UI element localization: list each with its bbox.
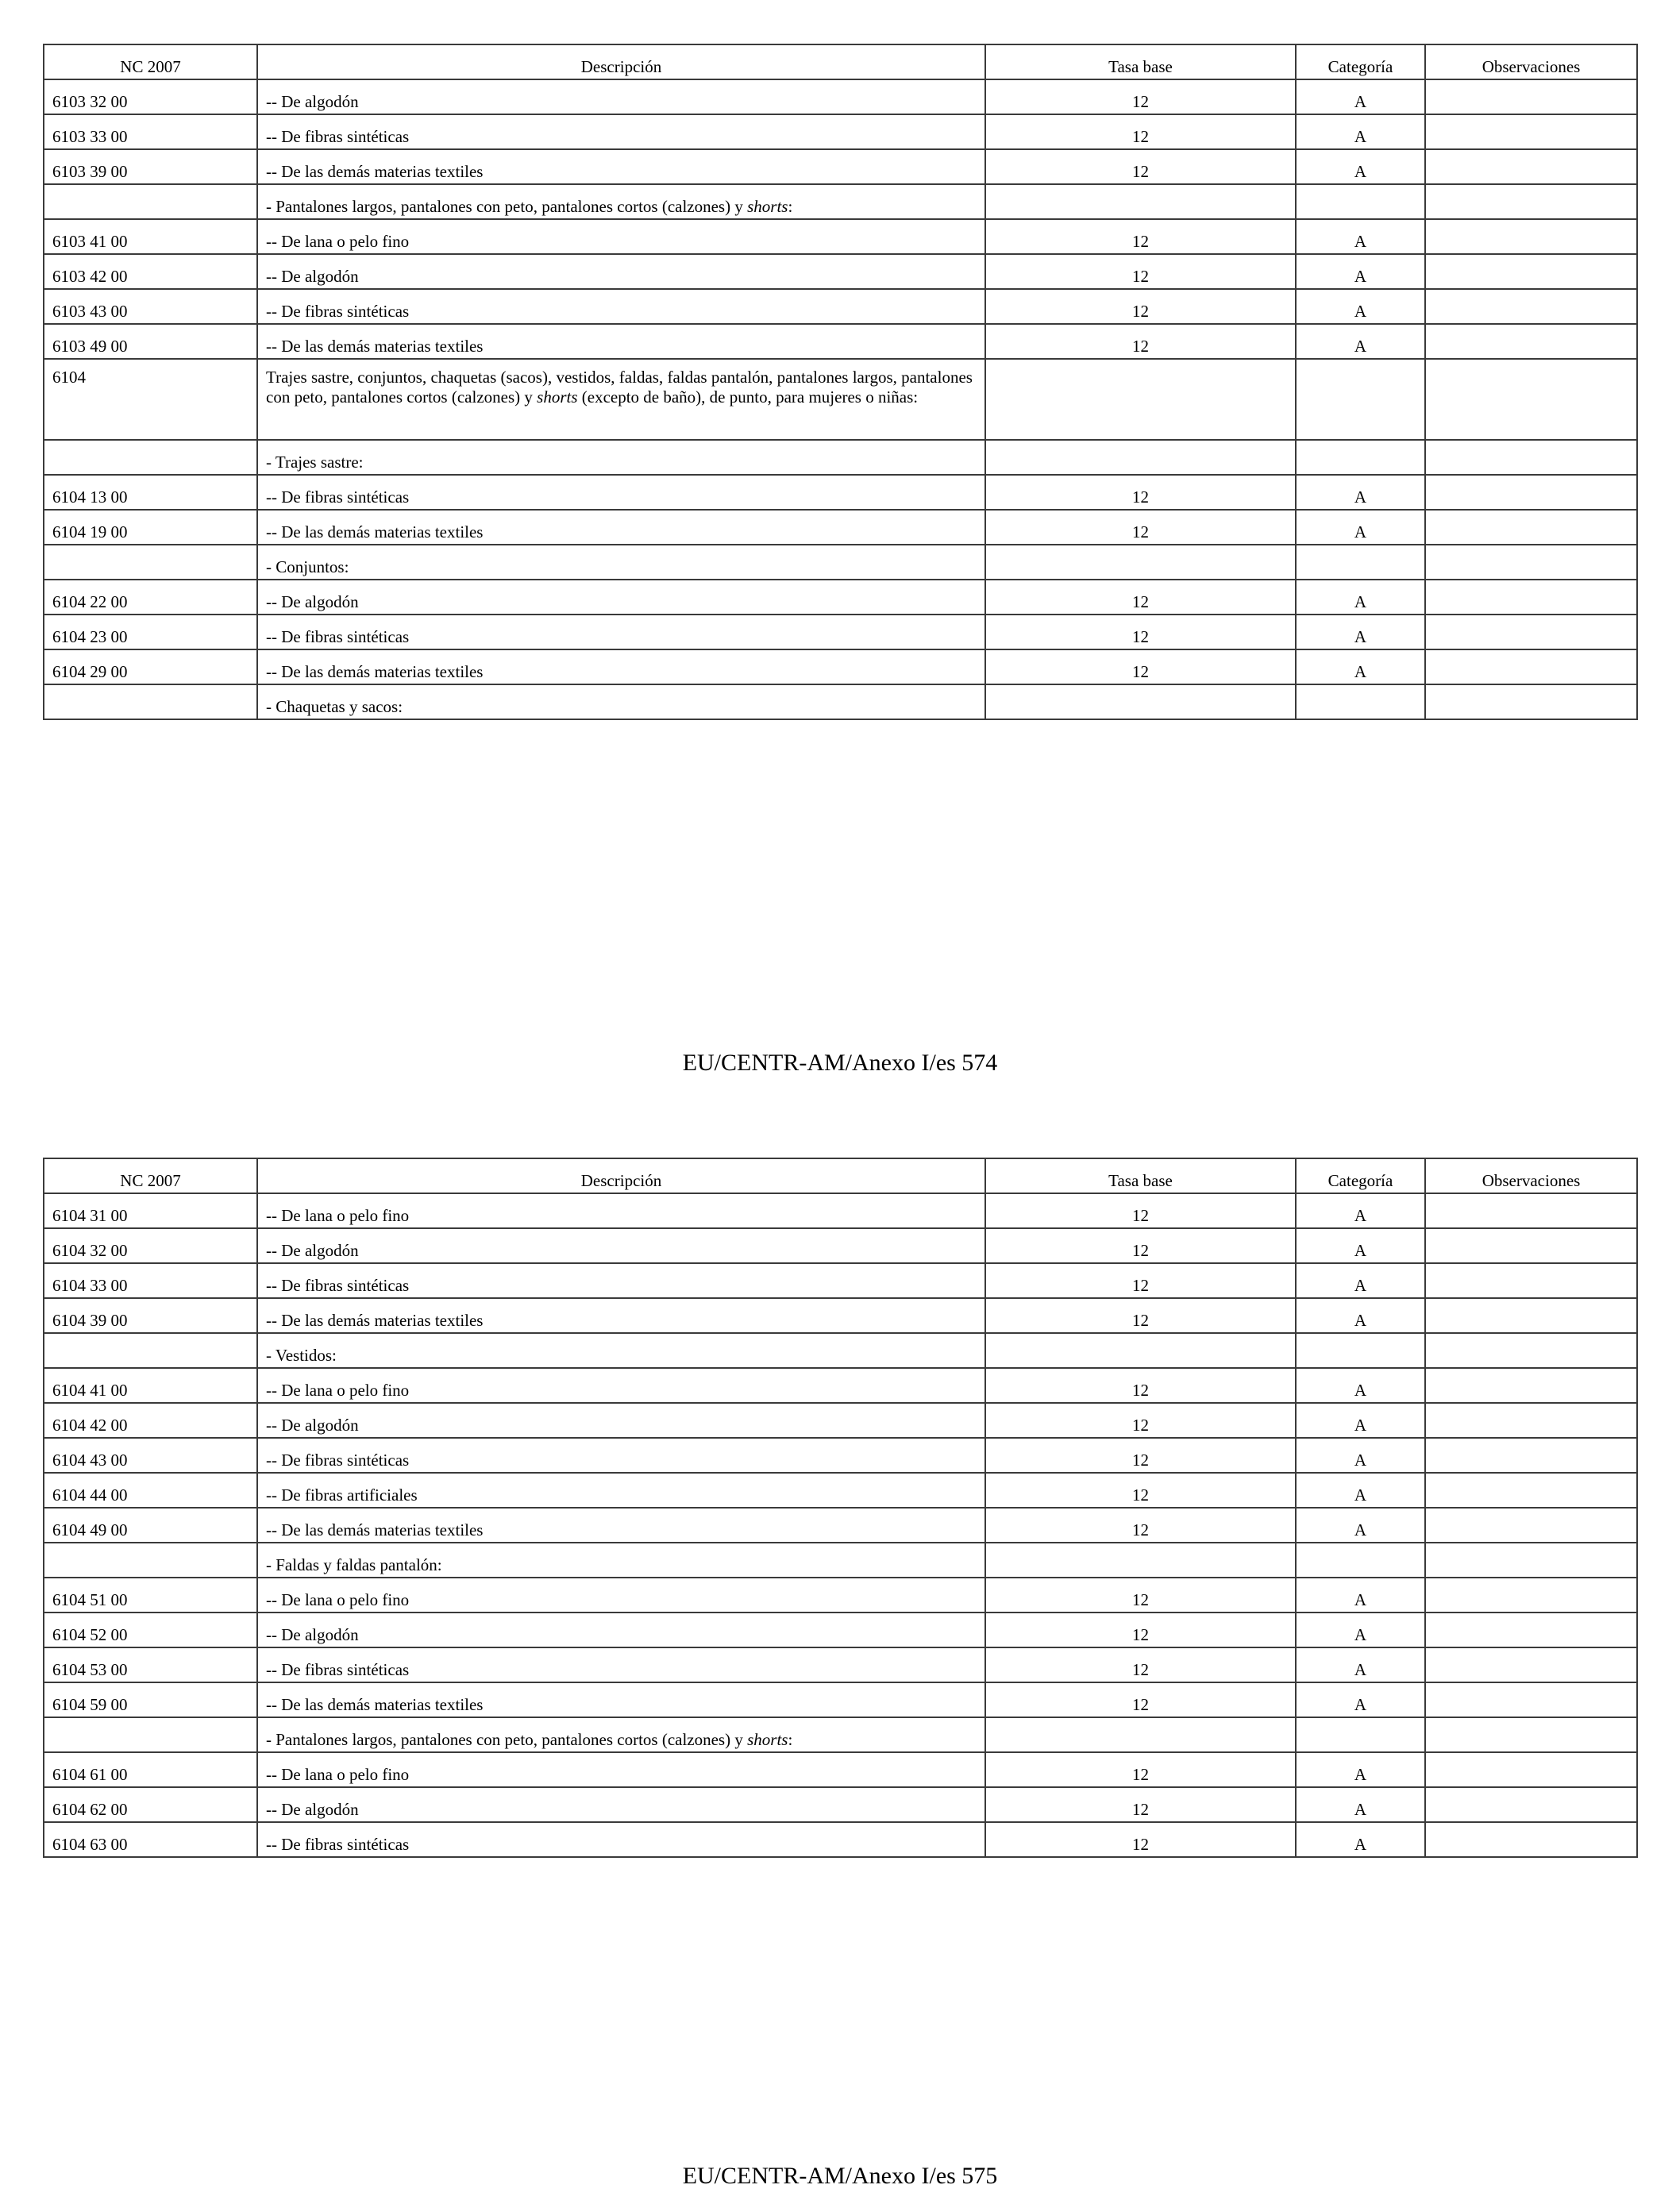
cell-observations xyxy=(1425,184,1637,219)
cell-description: -- De algodón xyxy=(257,580,985,615)
cell-rate: 12 xyxy=(985,1682,1296,1717)
header-description: Descripción xyxy=(257,1158,985,1193)
header-observations: Observaciones xyxy=(1425,1158,1637,1193)
cell-rate: 12 xyxy=(985,615,1296,649)
cell-code: 6103 42 00 xyxy=(44,254,257,289)
cell-observations xyxy=(1425,1647,1637,1682)
cell-code: 6104 22 00 xyxy=(44,580,257,615)
cell-category: A xyxy=(1296,1647,1425,1682)
cell-code: 6104 32 00 xyxy=(44,1228,257,1263)
tariff-table-page-574 xyxy=(43,44,1638,720)
cell-category: A xyxy=(1296,1682,1425,1717)
description-italic-term: shorts xyxy=(747,197,788,217)
cell-description: -- De fibras sintéticas xyxy=(257,1263,985,1298)
page-footer-575: EU/CENTR-AM/Anexo I/es 575 xyxy=(682,2163,998,2189)
table-row xyxy=(44,1193,1637,1228)
cell-description: -- De las demás materias textiles xyxy=(257,149,985,184)
table-row xyxy=(44,324,1637,359)
table-row xyxy=(44,1717,1637,1752)
table-row xyxy=(44,649,1637,684)
cell-category: A xyxy=(1296,149,1425,184)
cell-code: 6104 31 00 xyxy=(44,1193,257,1228)
cell-code: 6103 33 00 xyxy=(44,114,257,149)
cell-description: -- De fibras sintéticas xyxy=(257,289,985,324)
cell-category xyxy=(1296,1717,1425,1752)
cell-code xyxy=(44,184,257,219)
cell-rate: 12 xyxy=(985,475,1296,510)
cell-rate: 12 xyxy=(985,1473,1296,1508)
cell-category: A xyxy=(1296,1228,1425,1263)
cell-observations xyxy=(1425,1578,1637,1613)
table-row xyxy=(44,1473,1637,1508)
table-row xyxy=(44,184,1637,219)
header-rate: Tasa base xyxy=(985,44,1296,79)
cell-rate: 12 xyxy=(985,1403,1296,1438)
cell-observations xyxy=(1425,324,1637,359)
cell-description: -- De las demás materias textiles xyxy=(257,649,985,684)
cell-category: A xyxy=(1296,1403,1425,1438)
cell-category: A xyxy=(1296,510,1425,545)
cell-description: -- De lana o pelo fino xyxy=(257,1752,985,1787)
cell-rate: 12 xyxy=(985,1508,1296,1543)
cell-description: -- De lana o pelo fino xyxy=(257,1193,985,1228)
cell-code: 6104 53 00 xyxy=(44,1647,257,1682)
cell-category: A xyxy=(1296,1368,1425,1403)
cell-observations xyxy=(1425,1787,1637,1822)
page-footer-574: EU/CENTR-AM/Anexo I/es 574 xyxy=(682,1050,998,1076)
cell-observations xyxy=(1425,1682,1637,1717)
cell-observations xyxy=(1425,649,1637,684)
cell-code: 6104 xyxy=(44,359,257,440)
cell-category: A xyxy=(1296,289,1425,324)
cell-rate xyxy=(985,545,1296,580)
cell-category: A xyxy=(1296,475,1425,510)
cell-description: -- De fibras sintéticas xyxy=(257,615,985,649)
cell-observations xyxy=(1425,1228,1637,1263)
cell-description: -- De las demás materias textiles xyxy=(257,1682,985,1717)
cell-rate: 12 xyxy=(985,1228,1296,1263)
cell-observations xyxy=(1425,149,1637,184)
cell-category: A xyxy=(1296,1298,1425,1333)
table-row xyxy=(44,1263,1637,1298)
cell-observations xyxy=(1425,1263,1637,1298)
table-header-row xyxy=(44,1158,1637,1193)
cell-observations xyxy=(1425,1368,1637,1403)
cell-rate xyxy=(985,1543,1296,1578)
cell-category xyxy=(1296,545,1425,580)
cell-description: -- De las demás materias textiles xyxy=(257,1298,985,1333)
cell-rate xyxy=(985,184,1296,219)
cell-code: 6103 41 00 xyxy=(44,219,257,254)
description-text: - Pantalones largos, pantalones con peto, pantalones cortos (calzones) y xyxy=(266,197,748,217)
header-code: NC 2007 xyxy=(44,1158,257,1193)
cell-observations xyxy=(1425,580,1637,615)
tariff-table-page-575 xyxy=(43,1158,1638,1858)
cell-rate: 12 xyxy=(985,219,1296,254)
cell-code xyxy=(44,545,257,580)
cell-category: A xyxy=(1296,1473,1425,1508)
table-row xyxy=(44,1403,1637,1438)
cell-code: 6104 44 00 xyxy=(44,1473,257,1508)
cell-category: A xyxy=(1296,1752,1425,1787)
cell-observations xyxy=(1425,1298,1637,1333)
cell-description: -- De lana o pelo fino xyxy=(257,219,985,254)
cell-description: -- De algodón xyxy=(257,1403,985,1438)
cell-rate xyxy=(985,684,1296,719)
cell-code: 6104 59 00 xyxy=(44,1682,257,1717)
cell-description: - Trajes sastre: xyxy=(257,440,985,475)
cell-code xyxy=(44,1717,257,1752)
cell-rate: 12 xyxy=(985,324,1296,359)
table-row xyxy=(44,1368,1637,1403)
cell-code xyxy=(44,684,257,719)
table-row xyxy=(44,1508,1637,1543)
table-row xyxy=(44,475,1637,510)
cell-observations xyxy=(1425,615,1637,649)
table-row xyxy=(44,1682,1637,1717)
cell-code: 6104 41 00 xyxy=(44,1368,257,1403)
cell-observations xyxy=(1425,219,1637,254)
table-row xyxy=(44,1822,1637,1857)
cell-description: -- De fibras sintéticas xyxy=(257,475,985,510)
table-row xyxy=(44,359,1637,440)
cell-rate: 12 xyxy=(985,1578,1296,1613)
cell-rate: 12 xyxy=(985,580,1296,615)
cell-code: 6104 19 00 xyxy=(44,510,257,545)
cell-category: A xyxy=(1296,1263,1425,1298)
cell-rate: 12 xyxy=(985,1752,1296,1787)
table-header-row xyxy=(44,44,1637,79)
table-row xyxy=(44,1752,1637,1787)
cell-rate xyxy=(985,1717,1296,1752)
cell-category: A xyxy=(1296,324,1425,359)
cell-code: 6104 51 00 xyxy=(44,1578,257,1613)
table-row xyxy=(44,1787,1637,1822)
table-row xyxy=(44,1333,1637,1368)
cell-observations xyxy=(1425,114,1637,149)
table-row xyxy=(44,1438,1637,1473)
cell-observations xyxy=(1425,1473,1637,1508)
cell-rate: 12 xyxy=(985,149,1296,184)
table-row xyxy=(44,1228,1637,1263)
table-row xyxy=(44,580,1637,615)
cell-observations xyxy=(1425,1193,1637,1228)
cell-code: 6104 43 00 xyxy=(44,1438,257,1473)
cell-code: 6104 63 00 xyxy=(44,1822,257,1857)
description-text-end: (excepto de baño), de punto, para mujeres o niñas: xyxy=(577,387,919,407)
cell-rate: 12 xyxy=(985,114,1296,149)
cell-observations xyxy=(1425,79,1637,114)
table-row xyxy=(44,684,1637,719)
description-text-end: : xyxy=(788,197,793,217)
cell-description: -- De algodón xyxy=(257,79,985,114)
cell-description: - Vestidos: xyxy=(257,1333,985,1368)
cell-code: 6103 32 00 xyxy=(44,79,257,114)
cell-code: 6104 29 00 xyxy=(44,649,257,684)
cell-category xyxy=(1296,1333,1425,1368)
cell-code xyxy=(44,1543,257,1578)
table-row xyxy=(44,219,1637,254)
cell-category: A xyxy=(1296,1438,1425,1473)
cell-observations xyxy=(1425,289,1637,324)
cell-description: -- De algodón xyxy=(257,254,985,289)
cell-category xyxy=(1296,1543,1425,1578)
cell-code xyxy=(44,440,257,475)
cell-category xyxy=(1296,359,1425,440)
cell-rate: 12 xyxy=(985,289,1296,324)
table-row xyxy=(44,1578,1637,1613)
cell-observations xyxy=(1425,475,1637,510)
description-text-end: : xyxy=(788,1730,793,1750)
cell-description: -- De lana o pelo fino xyxy=(257,1578,985,1613)
cell-description: -- De lana o pelo fino xyxy=(257,1368,985,1403)
cell-code: 6104 52 00 xyxy=(44,1613,257,1647)
table-row xyxy=(44,1298,1637,1333)
cell-description: -- De fibras sintéticas xyxy=(257,114,985,149)
cell-code: 6104 49 00 xyxy=(44,1508,257,1543)
cell-description: -- De las demás materias textiles xyxy=(257,1508,985,1543)
header-description: Descripción xyxy=(257,44,985,79)
cell-category: A xyxy=(1296,615,1425,649)
cell-rate: 12 xyxy=(985,1787,1296,1822)
cell-description: -- De fibras artificiales xyxy=(257,1473,985,1508)
cell-description xyxy=(257,359,985,440)
cell-category: A xyxy=(1296,1508,1425,1543)
cell-code: 6103 49 00 xyxy=(44,324,257,359)
cell-category: A xyxy=(1296,79,1425,114)
cell-observations xyxy=(1425,359,1637,440)
cell-code: 6104 42 00 xyxy=(44,1403,257,1438)
cell-category: A xyxy=(1296,254,1425,289)
cell-rate: 12 xyxy=(985,1822,1296,1857)
description-italic-term: shorts xyxy=(537,387,578,407)
cell-rate xyxy=(985,440,1296,475)
cell-description xyxy=(257,1717,985,1752)
header-rate: Tasa base xyxy=(985,1158,1296,1193)
cell-code: 6104 39 00 xyxy=(44,1298,257,1333)
table-row xyxy=(44,79,1637,114)
cell-rate: 12 xyxy=(985,254,1296,289)
cell-category: A xyxy=(1296,1787,1425,1822)
cell-code: 6104 62 00 xyxy=(44,1787,257,1822)
cell-rate: 12 xyxy=(985,1263,1296,1298)
header-category: Categoría xyxy=(1296,44,1425,79)
table-row xyxy=(44,254,1637,289)
cell-observations xyxy=(1425,1613,1637,1647)
cell-category: A xyxy=(1296,580,1425,615)
cell-category: A xyxy=(1296,1822,1425,1857)
header-observations: Observaciones xyxy=(1425,44,1637,79)
cell-description: -- De algodón xyxy=(257,1613,985,1647)
table-row xyxy=(44,289,1637,324)
cell-observations xyxy=(1425,1403,1637,1438)
table-row xyxy=(44,440,1637,475)
table-row xyxy=(44,615,1637,649)
description-italic-term: shorts xyxy=(747,1730,788,1750)
cell-observations xyxy=(1425,440,1637,475)
cell-rate: 12 xyxy=(985,1193,1296,1228)
cell-category xyxy=(1296,184,1425,219)
cell-category: A xyxy=(1296,1193,1425,1228)
cell-observations xyxy=(1425,1333,1637,1368)
cell-description: -- De las demás materias textiles xyxy=(257,510,985,545)
cell-code: 6104 23 00 xyxy=(44,615,257,649)
cell-rate xyxy=(985,359,1296,440)
cell-observations xyxy=(1425,1822,1637,1857)
cell-rate: 12 xyxy=(985,79,1296,114)
table-row xyxy=(44,510,1637,545)
cell-code: 6103 43 00 xyxy=(44,289,257,324)
header-code: NC 2007 xyxy=(44,44,257,79)
description-text: - Pantalones largos, pantalones con peto, pantalones cortos (calzones) y xyxy=(266,1730,748,1750)
table-row xyxy=(44,1613,1637,1647)
cell-code: 6104 13 00 xyxy=(44,475,257,510)
table-row xyxy=(44,1543,1637,1578)
cell-observations xyxy=(1425,1508,1637,1543)
cell-observations xyxy=(1425,1752,1637,1787)
cell-category: A xyxy=(1296,219,1425,254)
cell-rate: 12 xyxy=(985,649,1296,684)
cell-rate: 12 xyxy=(985,510,1296,545)
cell-observations xyxy=(1425,510,1637,545)
cell-rate xyxy=(985,1333,1296,1368)
cell-code xyxy=(44,1333,257,1368)
cell-category: A xyxy=(1296,649,1425,684)
cell-observations xyxy=(1425,254,1637,289)
table-row xyxy=(44,545,1637,580)
cell-description: - Chaquetas y sacos: xyxy=(257,684,985,719)
cell-observations xyxy=(1425,545,1637,580)
table-row xyxy=(44,149,1637,184)
cell-category xyxy=(1296,440,1425,475)
table-row xyxy=(44,1647,1637,1682)
cell-rate: 12 xyxy=(985,1298,1296,1333)
cell-category: A xyxy=(1296,114,1425,149)
cell-rate: 12 xyxy=(985,1613,1296,1647)
cell-description: -- De las demás materias textiles xyxy=(257,324,985,359)
cell-observations xyxy=(1425,1717,1637,1752)
cell-description: -- De algodón xyxy=(257,1787,985,1822)
cell-observations xyxy=(1425,1543,1637,1578)
cell-code: 6103 39 00 xyxy=(44,149,257,184)
cell-category: A xyxy=(1296,1578,1425,1613)
cell-rate: 12 xyxy=(985,1647,1296,1682)
table-row xyxy=(44,114,1637,149)
cell-rate: 12 xyxy=(985,1438,1296,1473)
cell-category: A xyxy=(1296,1613,1425,1647)
cell-description: -- De fibras sintéticas xyxy=(257,1647,985,1682)
cell-description: - Conjuntos: xyxy=(257,545,985,580)
cell-description: - Faldas y faldas pantalón: xyxy=(257,1543,985,1578)
cell-description: -- De fibras sintéticas xyxy=(257,1822,985,1857)
cell-description xyxy=(257,184,985,219)
cell-code: 6104 33 00 xyxy=(44,1263,257,1298)
cell-observations xyxy=(1425,684,1637,719)
cell-category xyxy=(1296,684,1425,719)
cell-description: -- De fibras sintéticas xyxy=(257,1438,985,1473)
description-text: Trajes sastre, conjuntos, chaquetas (sacos), vestidos, faldas, faldas pantalón, pantalones largos, pantalones con peto, pantalones cortos (calzones) y xyxy=(266,368,973,407)
cell-code: 6104 61 00 xyxy=(44,1752,257,1787)
cell-observations xyxy=(1425,1438,1637,1473)
cell-description: -- De algodón xyxy=(257,1228,985,1263)
cell-rate: 12 xyxy=(985,1368,1296,1403)
header-category: Categoría xyxy=(1296,1158,1425,1193)
